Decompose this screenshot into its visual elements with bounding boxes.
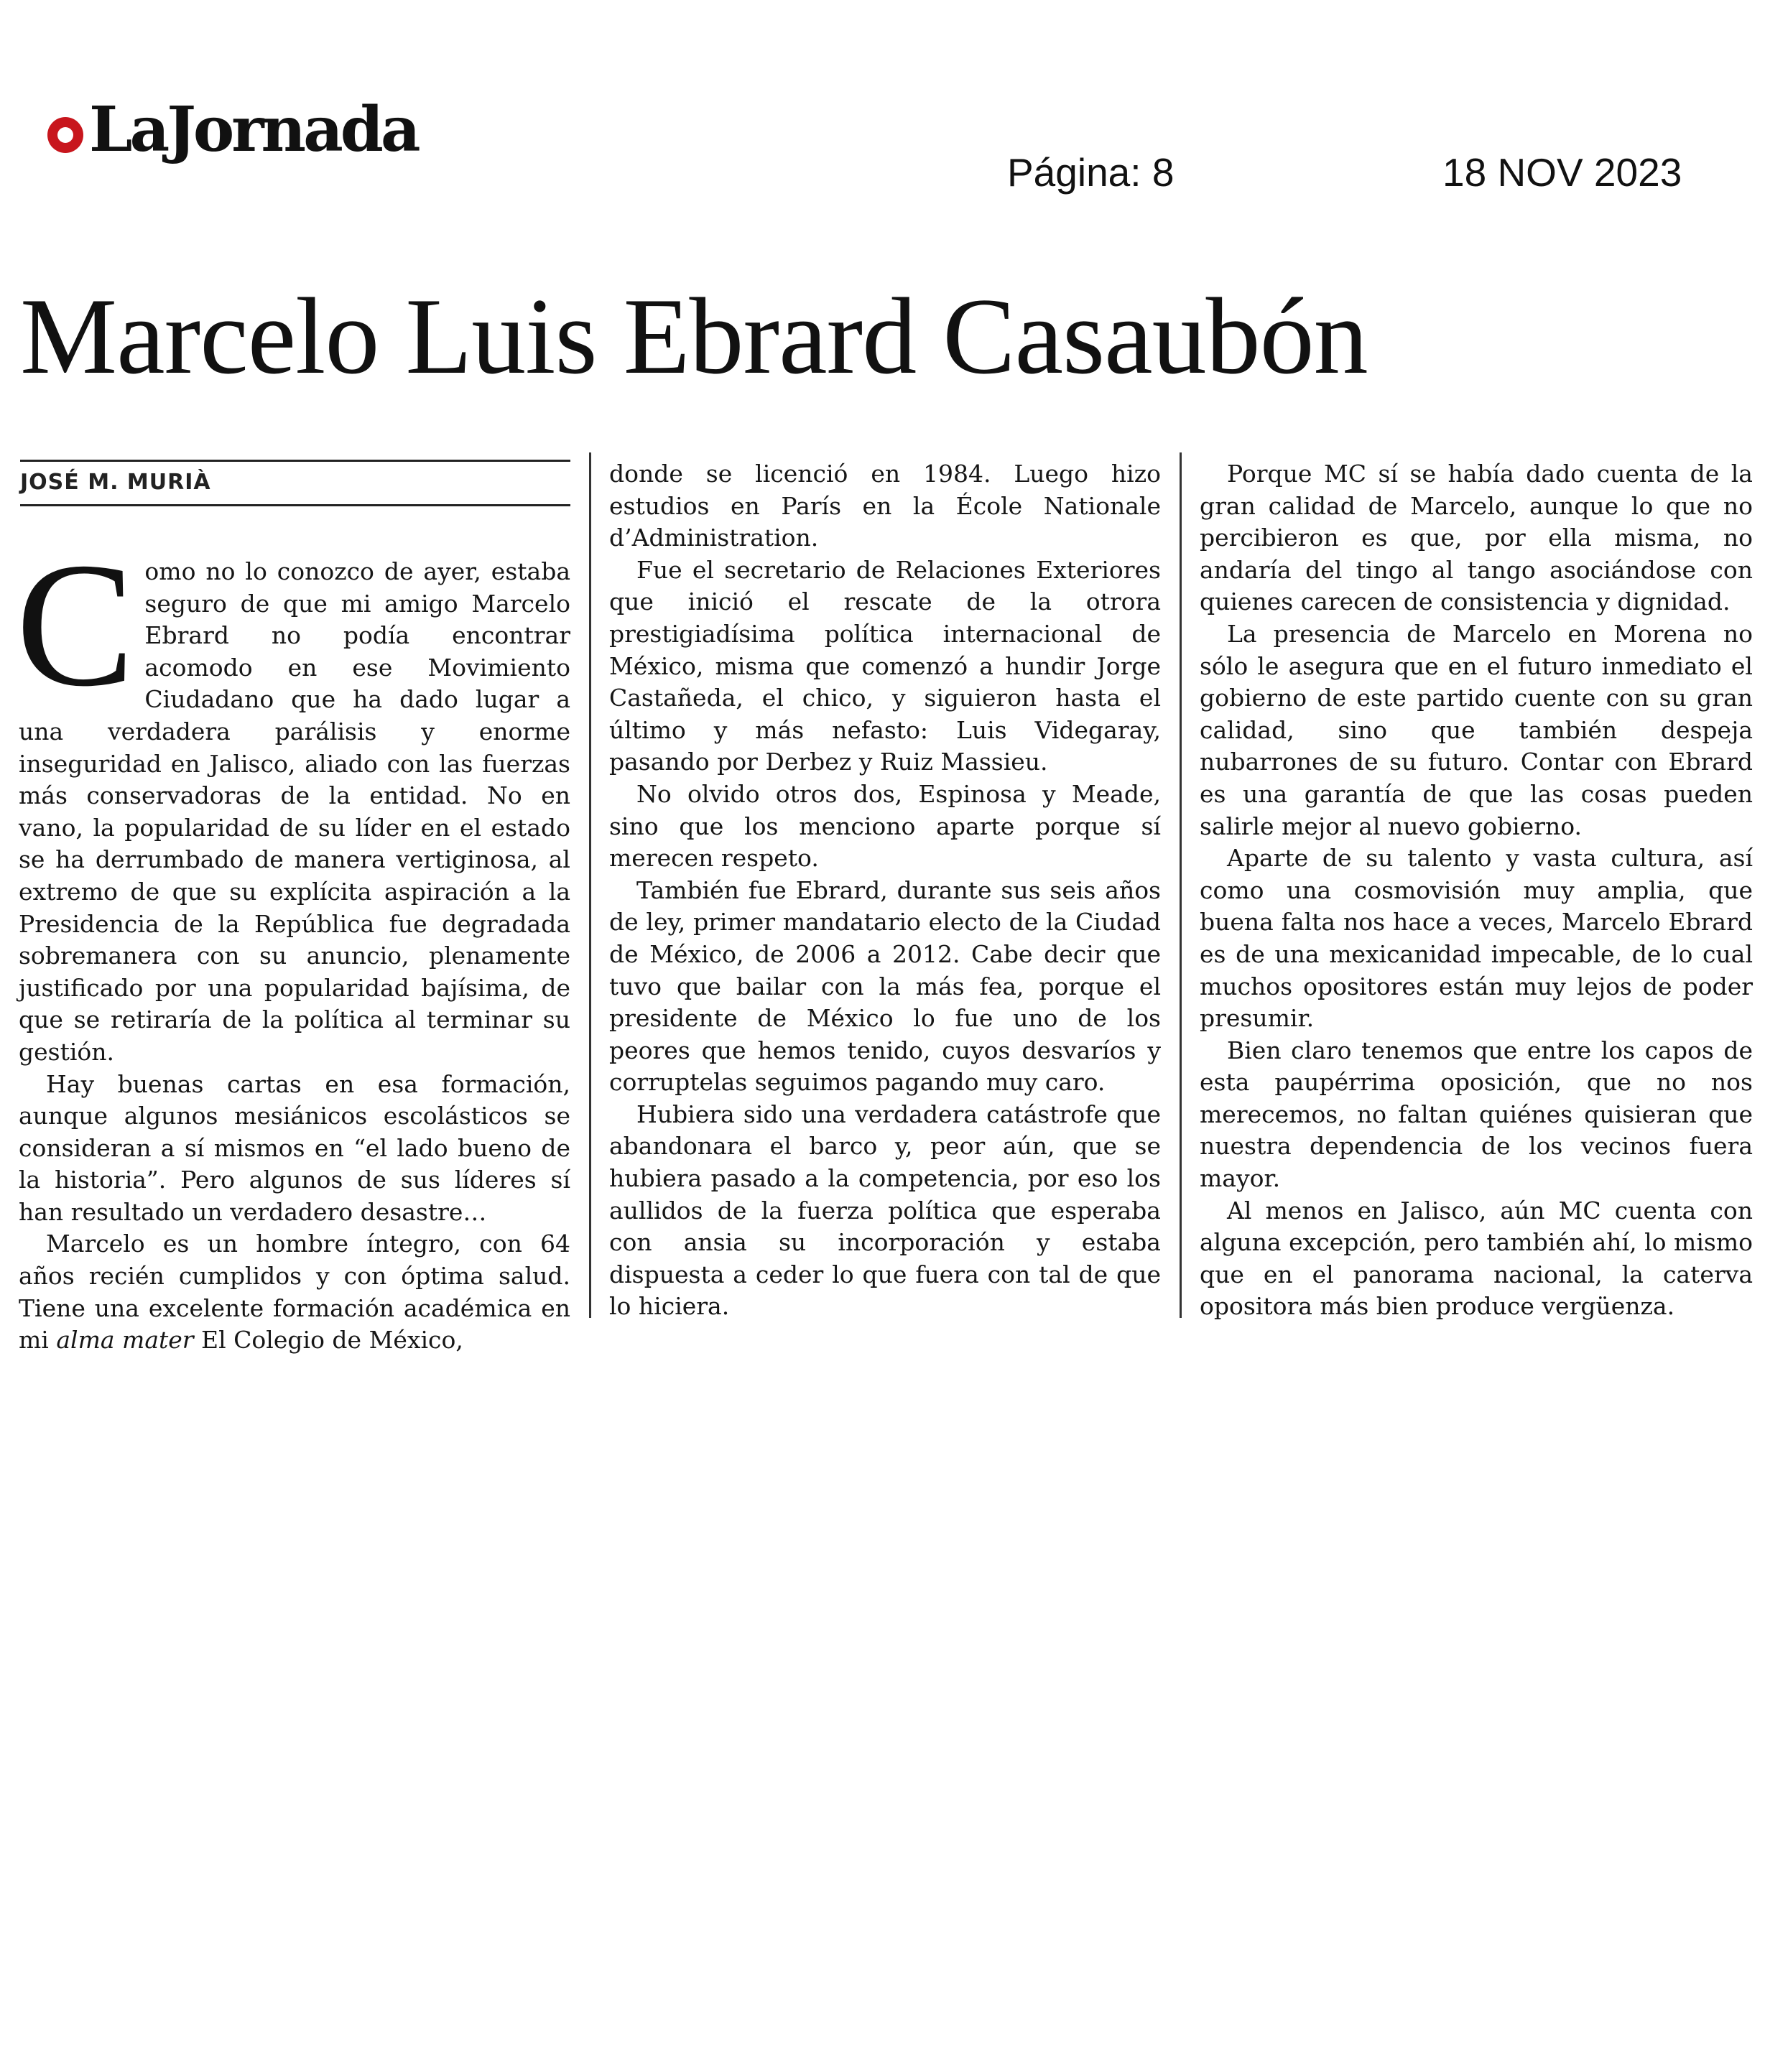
paragraph-text: El Colegio de México, — [193, 1326, 463, 1355]
paragraph-text: omo no lo conozco de ayer, estaba seguro de que mi amigo Marcelo Ebrard no podía encontrar acomodo en ese Movimiento Ciudadano que ha dado lugar a una verdadera parálisis y enorme inseguridad en Jalisco, aliado con las fuerzas más conservadoras de la entidad. No en vano, la popularidad de su líder en el estado se ha derrumbado de manera vertiginosa, al extremo de que su explícita aspiración a la Presidencia de la República fue degradada sobremanera con su anuncio, plenamente justificado por una popularidad bajísima, de que se retiraría de la política al terminar su gestión. — [19, 557, 570, 1066]
logo-text: LaJornada — [89, 93, 418, 166]
article-paragraph: Al menos en Jalisco, aún MC cuenta con alguna excepción, pero también ahí, lo mismo que en el panorama nacional, la caterva opositora más bien produce vergüenza. — [1200, 1196, 1753, 1321]
column-divider — [589, 452, 591, 1318]
article-paragraph: donde se licenció en 1984. Luego hizo estudios en París en la École Nationale d’Administration. — [609, 460, 1161, 552]
drop-cap: C — [16, 526, 135, 723]
article-paragraph: También fue Ebrard, durante sus seis años de ley, primer mandatario electo de la Ciudad de México, de 2006 a 2012. Cabe decir que tuvo que bailar con la más fea, porque el presidente de México lo fue uno de los peores que hemos tenido, cuyos desvaríos y corruptelas seguimos pagando muy caro. — [609, 875, 1161, 1097]
article-column-3 — [1200, 458, 1753, 1323]
article-title: Marcelo Luis Ebrard Casaubón — [20, 276, 1368, 396]
paragraph-text: Marcelo es un hombre íntegro, con 64 años recién cumplidos y con óptima salud. Tiene una excelente formación académica en mi — [19, 1230, 570, 1355]
article-paragraph: No olvido otros dos, Espinosa y Meade, sino que los menciono aparte porque sí merecen respeto. — [609, 779, 1161, 873]
publication-date: 18 NOV 2023 — [1442, 150, 1682, 195]
article-paragraph: Hubiera sido una verdadera catástrofe que abandonara el barco y, peor aún, que se hubiera pasado a la competencia, por eso los aullidos de la fuerza política que esperaba con ansia su incorporación y estaba dispuesta a ceder lo que fuera con tal de que lo hiciera. — [609, 1100, 1161, 1321]
byline-bottom-rule — [20, 504, 570, 506]
byline-top-rule — [20, 460, 570, 462]
logo-mark-icon — [47, 117, 83, 153]
article-paragraph: Hay buenas cartas en esa formación, aunque algunos mesiánicos escolásticos se consideran a sí mismos en “el lado bueno de la historia”. Pero algunos de sus líderes sí han resultado un verdadero desastre… — [19, 1069, 570, 1226]
article-paragraph: Bien claro tenemos que entre los capos de esta paupérrima oposición, que no nos merecemos, no faltan quiénes quisieran que nuestra dependencia de los vecinos fuera mayor. — [1200, 1036, 1753, 1193]
article-paragraph: Aparte de su talento y vasta cultura, así como una cosmovisión muy amplia, que buena falta nos hace a veces, Marcelo Ebrard es de una mexicanidad impecable, de lo cual muchos opositores están muy lejos de poder presumir. — [1200, 844, 1753, 1033]
article-column-1 — [16, 526, 570, 1357]
column-divider — [1180, 452, 1182, 1318]
byline: JOSÉ M. MURIÀ — [20, 470, 211, 495]
article-paragraph: Porque MC sí se había dado cuenta de la gran calidad de Marcelo, aunque lo que no percibieron es que, por ella misma, no andaría del tingo al tango asociándose con quienes carecen de consistencia y dignidad. — [1200, 460, 1753, 616]
italic-phrase: alma mater — [56, 1326, 194, 1355]
article-paragraph: Fue el secretario de Relaciones Exteriores que inició el rescate de la otrora prestigiadísima política internacional de México, misma que comenzó a hundir Jorge Castañeda, el chico, y siguieron hasta el último y más nefasto: Luis Videgaray, pasando por Derbez y Ruiz Massieu. — [609, 555, 1161, 776]
article-paragraph: La presencia de Marcelo en Morena no sólo le asegura que en el futuro inmediato el gobierno de este partido cuente con su gran calidad, sino que también despeja nubarrones de su futuro. Contar con Ebrard es una garantía de que las cosas pueden salirle mejor al nuevo gobierno. — [1200, 619, 1753, 840]
article-paragraph — [16, 526, 570, 1069]
newspaper-logo — [47, 90, 418, 169]
article-paragraph — [19, 1228, 570, 1356]
article-column-2 — [609, 458, 1161, 1323]
page-number: Página: 8 — [1007, 150, 1175, 195]
